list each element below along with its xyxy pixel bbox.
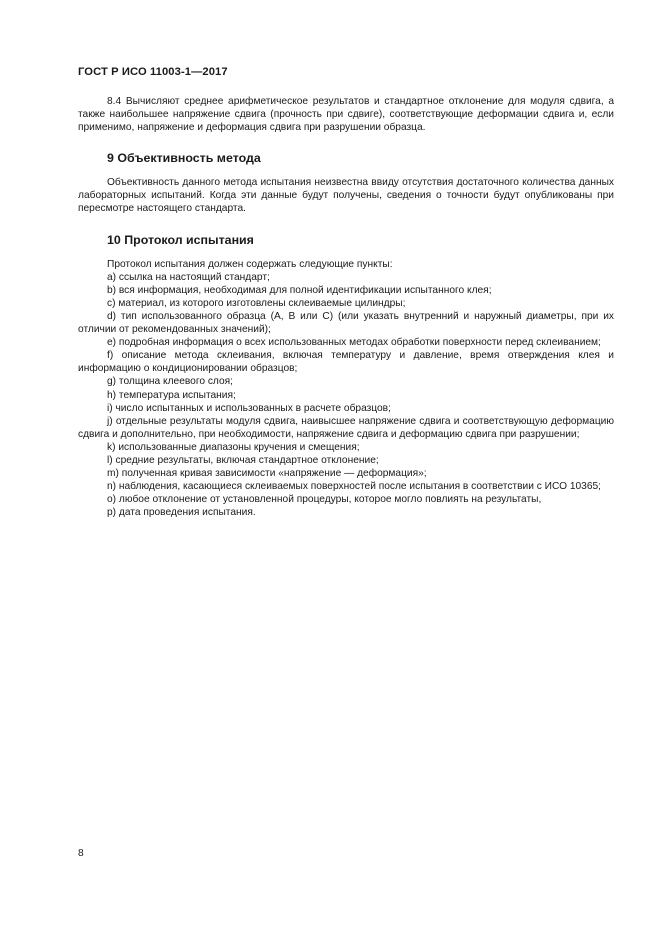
list-item: b) вся информация, необходимая для полной идентификации испытанного клея; [107,284,492,296]
list-item: c) материал, из которого изготовлены склеиваемые цилиндры; [107,297,406,309]
list-item: o) любое отклонение от установленной процедуры, которое могло повлиять на результаты, [107,494,542,506]
section-9-text: Объективность данного метода испытания неизвестна ввиду отсутствия достаточного количества данных лабораторных испытаний. Когда эти данные будут получены, сведения о точности будут опубликованы при пересмотре настоящего стандарта. [78,177,614,215]
clause-8-4: 8.4 Вычисляют среднее арифметическое результатов и стандартное отклонение для модуля сдвига, а также наибольшее напряжение сдвига (прочность при сдвиге), соответствующие деформации сдвига и, если применимо, напряжение и деформация сдвига при разрушении образца. [78,96,614,134]
list-item: e) подробная информация о всех использованных методах обработки поверхности перед склеиванием; [107,337,601,349]
list-item: g) толщина клеевого слоя; [107,376,233,388]
page-number: 8 [78,848,84,859]
list-item: h) температура испытания; [107,389,236,401]
list-item: k) использованные диапазоны кручения и смещения; [107,441,360,453]
list-item: a) ссылка на настоящий стандарт; [107,271,270,283]
standard-code-header: ГОСТ Р ИСО 11003-1—2017 [78,66,228,78]
list-item: j) отдельные результаты модуля сдвига, наивысшее напряжение сдвига и соответствующую деформацию сдвига и дополнительно, при необходимости, напряжение сдвига и деформацию сдвига при разрушении; [78,415,614,440]
list-item: m) полученная кривая зависимости «напряжение — деформация»; [107,468,427,480]
list-item: n) наблюдения, касающиеся склеиваемых поверхностей после испытания в соответствии с ИСО 10365; [107,481,602,493]
list-item: l) средние результаты, включая стандартное отклонение; [107,454,379,466]
section-10-title: 10 Протокол испытания [107,232,254,247]
document-body [78,95,614,519]
list-item: p) дата проведения испытания. [107,507,256,519]
section-10-intro: Протокол испытания должен содержать следующие пункты: [107,258,393,270]
list-item: i) число испытанных и использованных в расчете образцов; [107,402,391,414]
list-item: f) описание метода склеивания, включая температуру и давление, время отверждения клея и информацию о кондиционировании образцов; [78,350,614,375]
list-item: d) тип использованного образца (А, В или С) (или указать внутренний и наружный диаметры, при их отличии от рекомендованных значений); [78,310,614,336]
section-9-title: 9 Объективность метода [107,151,261,166]
